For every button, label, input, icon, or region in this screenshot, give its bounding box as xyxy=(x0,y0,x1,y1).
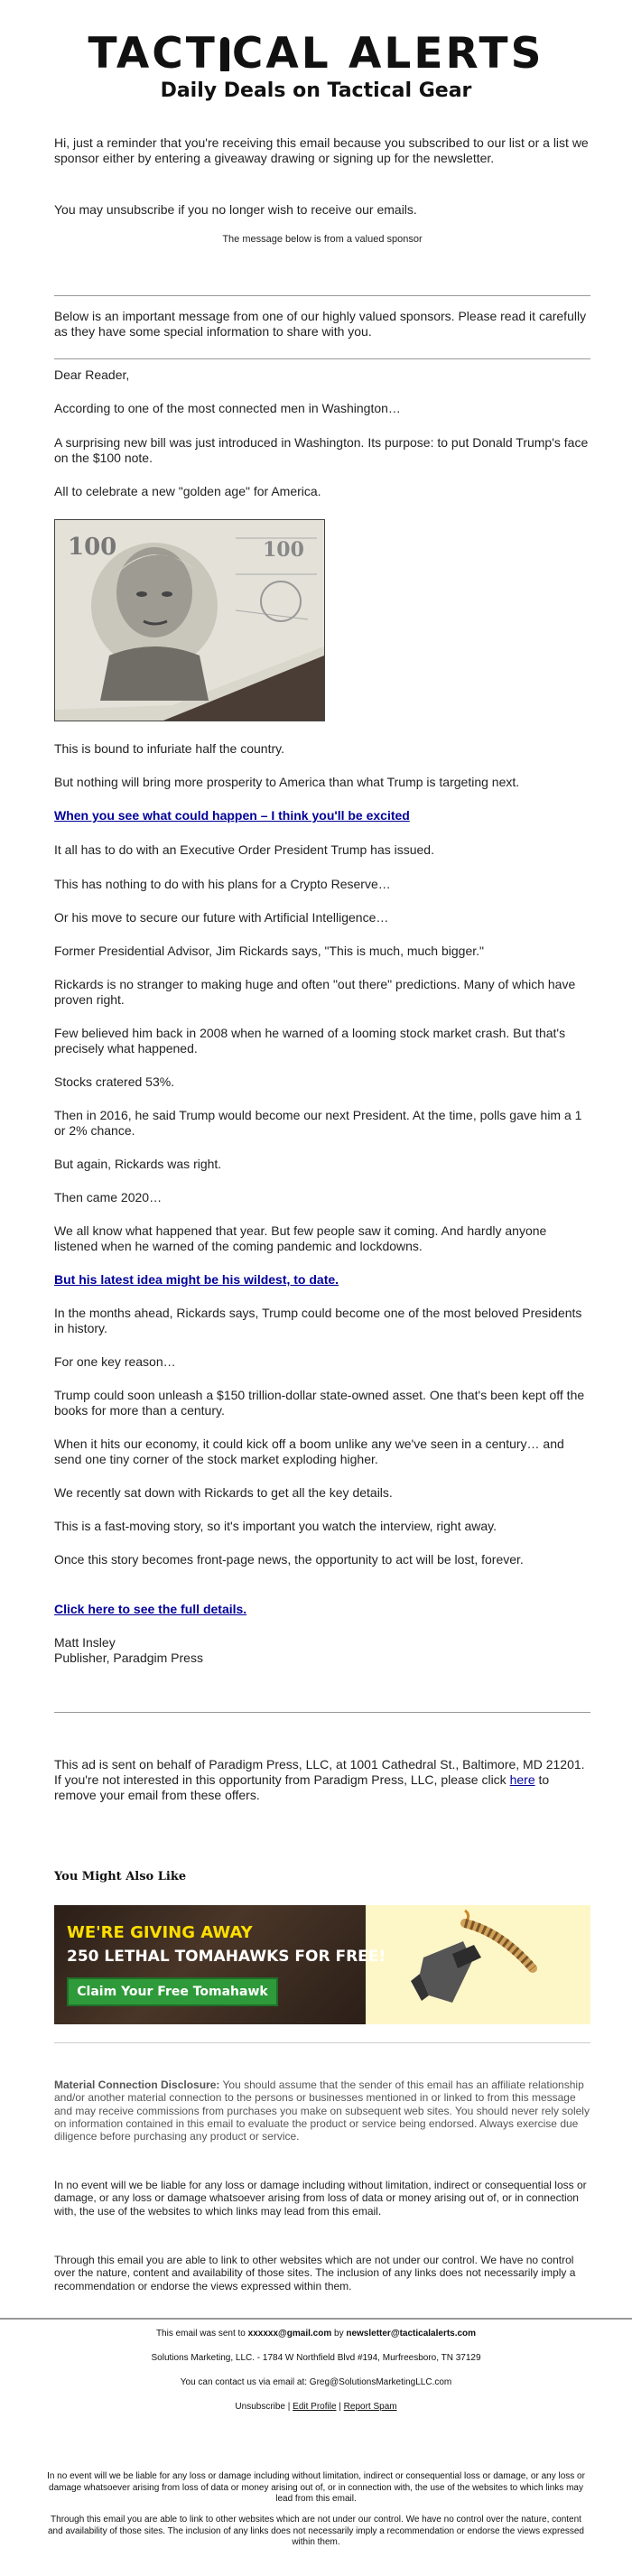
ad-notice xyxy=(54,1757,590,1803)
banner-line1: WE'RE GIVING AWAY xyxy=(67,1923,253,1942)
divider xyxy=(54,2042,590,2043)
letter-p23: Once this story becomes front-page news, the opportunity to act will be lost, forever. xyxy=(54,1552,524,1567)
edit-profile-link[interactable]: Edit Profile xyxy=(293,2402,337,2412)
sent-to-line xyxy=(0,2328,632,2339)
contact-line: You can contact us via email at: Greg@SolutionsMarketingLLC.com xyxy=(180,2377,452,2387)
brand-title-left: TACT xyxy=(88,29,218,79)
brand-subtitle: Daily Deals on Tactical Gear xyxy=(160,79,472,102)
divider xyxy=(0,2318,632,2320)
full-details-link[interactable]: Click here to see the full details. xyxy=(54,1602,247,1616)
letter-p4: This is bound to infuriate half the country. xyxy=(54,741,284,756)
sent-to-prefix: This email was sent to xyxy=(155,2329,248,2339)
sender-email: newsletter@tacticalalerts.com xyxy=(346,2329,477,2339)
logo[interactable] xyxy=(0,31,632,103)
svg-text:100: 100 xyxy=(263,538,304,562)
svg-text:100: 100 xyxy=(68,534,117,561)
footer-links: Unsubscribe | Edit Profile | Report Spam xyxy=(235,2402,397,2412)
unsubscribe-link[interactable]: Unsubscribe xyxy=(235,2402,285,2412)
divider xyxy=(54,358,590,359)
disclosure-links-note: Through this email you are able to link to other websites which are not under our control. We have no control over the nature, content and availability of those sites. The inclusion of any links does not necessarily imply a recommendation or endorse the views expressed within them. xyxy=(54,2254,576,2292)
letter-p8: Or his move to secure our future with Artificial Intelligence… xyxy=(54,910,389,925)
letter-p16: We all know what happened that year. But few people saw it coming. And hardly anyone listened when he warned of the coming pandemic and lockdowns. xyxy=(54,1223,547,1253)
letter-p20: When it hits our economy, it could kick off a boom unlike any we've seen in a century… and send one tiny corner of the stock market exploding higher. xyxy=(54,1437,564,1466)
letter-p22: This is a fast-moving story, so it's important you watch the interview, right away. xyxy=(54,1519,497,1533)
letter-p2: A surprising new bill was just introduced in Washington. Its purpose: to put Donald Trump's face on the $100 note. xyxy=(54,435,589,465)
tomahawk-icon xyxy=(366,1905,590,2024)
letter-p7: This has nothing to do with his plans for a Crypto Reserve… xyxy=(54,877,391,891)
tomahawk-banner[interactable] xyxy=(54,1905,590,2024)
sent-to-mid: by xyxy=(331,2329,347,2339)
letter-p18: For one key reason… xyxy=(54,1354,176,1369)
excited-link[interactable]: When you see what could happen – I think you'll be excited xyxy=(54,808,410,823)
letter-p12: Stocks cratered 53%. xyxy=(54,1074,175,1089)
disclosure xyxy=(54,2078,590,2143)
letter-p9: Former Presidential Advisor, Jim Rickards says, "This is much, much bigger." xyxy=(54,944,484,958)
signature-name: Matt Insley xyxy=(54,1635,116,1650)
banknote-illustration xyxy=(55,520,324,721)
disclosure-liability: In no event will we be liable for any loss or damage including without limitation, indirect or consequential loss or damage, or any loss or damage whatsoever arising from loss of data or money arising out of, or in connection with, the use of the websites to which links may lead from this email. xyxy=(54,2179,587,2218)
letter-p14: But again, Rickards was right. xyxy=(54,1157,222,1171)
divider xyxy=(54,295,590,296)
letter-p15: Then came 2020… xyxy=(54,1190,163,1204)
banner-line2: 250 LETHAL TOMAHAWKS FOR FREE! xyxy=(67,1948,386,1966)
hundred-dollar-note-image[interactable] xyxy=(54,519,325,721)
brand-title-right: CAL ALERTS xyxy=(231,29,544,79)
ad-notice-text-end: to remove your email from these offers. xyxy=(54,1772,550,1802)
footer-links-note: Through this email you are able to link to other websites which are not under our control. We have no control over the nature, content and availability of those sites. The inclusion of any links does not necessarily imply a recommendation or endorse the views expressed within them. xyxy=(47,2515,584,2547)
disclosure-label: Material Connection Disclosure: xyxy=(54,2078,220,2091)
bullet-icon xyxy=(220,37,229,71)
disclosure-text: You should assume that the sender of this email has an affiliate relationship and/or another material connection to the persons or businesses mentioned in or linked to from this message and may receive commissions from purchases you make on subsequent web sites. You should never rely solely on information contained in this email to evaluate the product or service being endorsed. Always exercise due diligence before purchasing any product or service. xyxy=(54,2078,590,2144)
letter-p5: But nothing will bring more prosperity to America than what Trump is targeting next. xyxy=(54,775,520,789)
sponsor-note: The message below is from a valued sponsor xyxy=(222,234,423,245)
divider xyxy=(54,1712,590,1713)
letter-p17: In the months ahead, Rickards says, Trump could become one of the most beloved Presidents in history. xyxy=(54,1306,582,1335)
footer-liability: In no event will we be liable for any loss or damage including without limitation, indirect or consequential loss or damage, or any loss or damage whatsoever arising from loss of data or money arising out of, or in connection with, the use of the websites to which links may lead from this email. xyxy=(47,2471,585,2504)
also-like-heading: You Might Also Like xyxy=(54,1870,187,1883)
letter-p6: It all has to do with an Executive Order President Trump has issued. xyxy=(54,842,434,857)
remove-email-link[interactable]: here xyxy=(509,1772,535,1787)
report-spam-link[interactable]: Report Spam xyxy=(343,2402,397,2412)
letter-p10: Rickards is no stranger to making huge and often "out there" predictions. Many of which have proven right. xyxy=(54,977,576,1007)
recipient-email: xxxxxx@gmail.com xyxy=(247,2329,332,2339)
company-address: Solutions Marketing, LLC. - 1784 W Northfield Blvd #194, Murfreesboro, TN 37129 xyxy=(151,2353,481,2363)
wildest-idea-link[interactable]: But his latest idea might be his wildest, to date. xyxy=(54,1272,339,1287)
letter-p21: We recently sat down with Rickards to get all the key details. xyxy=(54,1485,393,1500)
unsubscribe-note: You may unsubscribe if you no longer wish to receive our emails. xyxy=(54,202,417,217)
sponsor-intro: Below is an important message from one of our highly valued sponsors. Please read it carefully as they have some special information to share with you. xyxy=(54,309,587,339)
letter-p1: According to one of the most connected men in Washington… xyxy=(54,401,401,415)
letter-p19: Trump could soon unleash a $150 trillion-dollar state-owned asset. One that's been kept off the books for more than a century. xyxy=(54,1388,585,1418)
brand-title xyxy=(0,31,632,78)
letter-p3: All to celebrate a new "golden age" for America. xyxy=(54,484,321,498)
letter-p13: Then in 2016, he said Trump would become our next President. At the time, polls gave him a 1 or 2% chance. xyxy=(54,1108,582,1138)
signature-title: Publisher, Paradgim Press xyxy=(54,1651,203,1665)
ad-notice-text: This ad is sent on behalf of Paradigm Press, LLC, at 1001 Cathedral St., Baltimore, MD 21201. If you're not interested in this opportunity from Paradigm Press, LLC, please click xyxy=(54,1757,585,1787)
letter-p11: Few believed him back in 2008 when he warned of a looming stock market crash. But that's precisely what happened. xyxy=(54,1026,566,1056)
letter-greeting: Dear Reader, xyxy=(54,367,130,382)
subscription-reminder: Hi, just a reminder that you're receiving this email because you subscribed to our list or a list we sponsor either by entering a giveaway drawing or signing up for the newsletter. xyxy=(54,135,589,165)
claim-tomahawk-button[interactable]: Claim Your Free Tomahawk xyxy=(67,1977,278,2006)
